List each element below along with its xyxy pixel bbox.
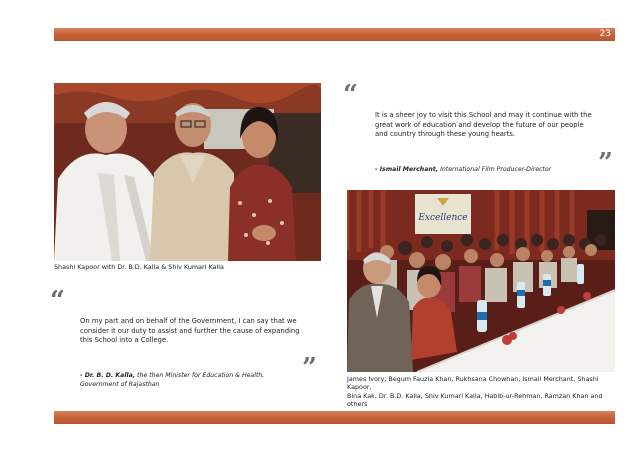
quote-close-mark-icon: ” <box>302 353 317 383</box>
author-title: International Film Producer-Director <box>440 166 552 173</box>
quote-open-mark-icon: “ <box>343 80 358 110</box>
quote-line: On my part and on behalf of the Government, I can say that we <box>80 317 297 325</box>
quote-line: It is a sheer joy to visit this School and may it continue with the <box>375 111 592 119</box>
header-band <box>54 28 615 41</box>
caption-line: Bina Kak, Dr. B.D. Kalla, Shiv Kumari Kalla, Habib-ur-Rehman, Ramzan Khan and others <box>347 391 603 409</box>
attribution-line <box>80 372 310 381</box>
quote-open-mark-icon: “ <box>50 286 65 316</box>
quote-text-merchant <box>375 111 615 140</box>
author-name: - Ismail Merchant, <box>375 166 439 173</box>
caption-line: James Ivory, Begum Fauzia Khan, Rukhsana Chowhan, Ismail Merchant, Shashi Kapoor, <box>347 375 599 392</box>
page-number: 23 <box>599 29 611 39</box>
banner-text: Excellence <box>418 213 468 223</box>
author-name: - Dr. B. D. Kalla, <box>80 372 136 379</box>
photo-shashi-kapoor-group <box>54 83 321 261</box>
footer-band <box>54 411 615 424</box>
quote-attribution-kalla <box>80 372 310 389</box>
quote-close-mark-icon: ” <box>598 148 613 178</box>
left-photo-caption: Shashi Kapoor with Dr. B.D. Kalla & Shiv Kumari Kalla <box>54 263 224 271</box>
quote-line: consider it our duty to assist and further the cause of expanding <box>80 326 300 335</box>
photo-audience-event <box>347 190 615 372</box>
quote-line: this School into a College. <box>80 336 169 345</box>
quote-text-kalla <box>80 317 320 346</box>
quote-line: and country through these young hearts. <box>375 130 516 139</box>
author-title: the then Minister for Education & Health, <box>137 372 265 379</box>
quote-attribution-merchant <box>375 166 605 175</box>
author-title-cont: Government of Rajasthan <box>80 380 160 388</box>
right-photo-caption <box>347 375 622 409</box>
quote-line: great work of education and develop the future of our people <box>375 120 584 129</box>
